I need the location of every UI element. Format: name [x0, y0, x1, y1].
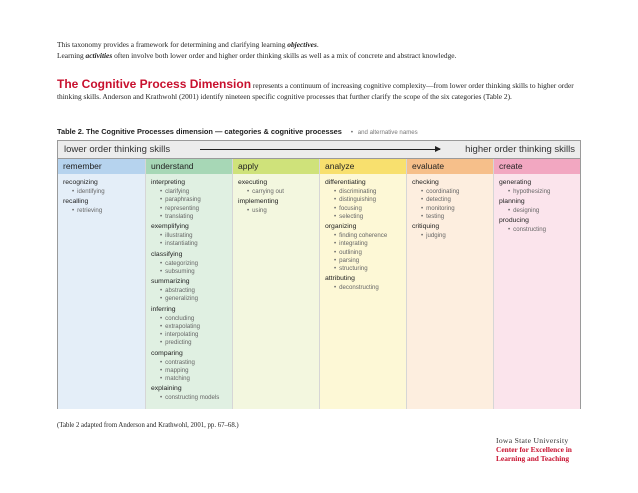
table-caption-alt: • and alternative names — [342, 129, 418, 136]
logo-center-line-1: Center for Excellence in — [496, 445, 572, 454]
cognitive-dimension-title: The Cognitive Process Dimension — [57, 77, 252, 91]
alternative-name: • carrying out — [238, 188, 317, 196]
cognitive-process: attributing — [325, 275, 355, 283]
alternative-name: • translating — [151, 213, 230, 221]
table-source-footnote: (Table 2 adapted from Anderson and Krathwohl, 2001, pp. 67–68.) — [57, 422, 239, 429]
alternative-name: • subsuming — [151, 268, 230, 276]
alternative-name: • mapping — [151, 367, 230, 375]
cognitive-process: organizing — [325, 223, 357, 231]
alternative-name: • retrieving — [63, 207, 143, 215]
alternative-name: • selecting — [325, 213, 404, 221]
alternative-name: • finding coherence — [325, 232, 404, 240]
cognitive-process: differentiating — [325, 179, 366, 186]
column-analyze — [319, 159, 406, 409]
column-header-analyze: analyze — [320, 159, 406, 174]
cognitive-dimension-text: represents a continuum of increasing cognitive complexity—from lower order thinking skills to higher order thinking skills. Anderson and Krathwohl (2001) identify nineteen specific cognitive processes that further clarify the scope of the six categories (Table 2). — [57, 81, 574, 101]
alternative-name: • constructing — [499, 226, 578, 234]
alternative-name: • representing — [151, 205, 230, 213]
cognitive-process: summarizing — [151, 278, 190, 286]
alternative-name: • designing — [499, 207, 578, 215]
column-body-create — [494, 174, 580, 235]
cognitive-process: classifying — [151, 250, 183, 258]
column-create — [493, 159, 580, 409]
intro-objectives-emphasis: objectives — [287, 40, 317, 49]
alternative-name: • structuring — [325, 265, 404, 273]
alternative-name: • concluding — [151, 315, 230, 323]
column-body-analyze — [320, 174, 406, 293]
institution-logo — [496, 436, 588, 463]
alternative-name: • constructing models — [151, 394, 230, 402]
alternative-name: • distinguishing — [325, 196, 404, 204]
cognitive-process: generating — [499, 179, 532, 186]
alternative-name: • detecting — [412, 196, 491, 204]
cognitive-process: inferring — [151, 305, 176, 313]
intro-line-2-text: often involve both lower order and higher order thinking skills as well as a mix of concrete and abstract knowledge. — [112, 51, 457, 60]
alternative-name: • judging — [412, 232, 491, 240]
table-caption — [57, 127, 418, 137]
column-body-remember — [58, 174, 145, 215]
alternative-name: • illustrating — [151, 232, 230, 240]
alternative-name: • using — [238, 207, 317, 215]
alternative-name: • instantiating — [151, 240, 230, 248]
logo-center-line-2: Learning and Teaching — [496, 454, 570, 463]
alternative-name: • interpolating — [151, 331, 230, 339]
alternative-name: • hypothesizing — [499, 188, 578, 196]
column-header-remember: remember — [58, 159, 145, 174]
alternative-name: • outlining — [325, 249, 404, 257]
higher-order-label: higher order thinking skills — [465, 144, 575, 155]
alternative-name: • testing — [412, 213, 491, 221]
cognitive-processes-table — [57, 140, 581, 409]
cognitive-process: executing — [238, 179, 268, 186]
column-body-apply — [233, 174, 319, 215]
column-header-understand: understand — [146, 159, 232, 174]
column-header-evaluate: evaluate — [407, 159, 493, 174]
cognitive-process: planning — [499, 198, 525, 206]
cognitive-dimension-paragraph — [57, 79, 587, 102]
cognitive-process: checking — [412, 179, 439, 186]
column-remember — [58, 159, 145, 409]
alternative-name: • paraphrasing — [151, 196, 230, 204]
alternative-name: • contrasting — [151, 359, 230, 367]
alternative-name: • extrapolating — [151, 323, 230, 331]
lower-order-label: lower order thinking skills — [64, 144, 171, 155]
alternative-name: • abstracting — [151, 287, 230, 295]
cognitive-process: comparing — [151, 349, 183, 357]
alternative-name: • generalizing — [151, 295, 230, 303]
intro-line-1 — [57, 39, 587, 50]
cognitive-process: recognizing — [63, 179, 98, 186]
alternative-name: • predicting — [151, 339, 230, 347]
thinking-skills-range — [58, 141, 580, 159]
cognitive-process: implementing — [238, 198, 279, 206]
alternative-name: • parsing — [325, 257, 404, 265]
intro-line-1-end: . — [316, 40, 319, 49]
column-evaluate — [406, 159, 493, 409]
column-body-understand — [146, 174, 232, 403]
alternative-name: • monitoring — [412, 205, 491, 213]
cognitive-process: critiquing — [412, 223, 440, 231]
cognitive-process: recalling — [63, 198, 89, 206]
right-arrow-icon — [200, 149, 440, 150]
cognitive-process: exemplifying — [151, 223, 189, 231]
alternative-name: • categorizing — [151, 260, 230, 268]
logo-university-name: Iowa State University — [496, 436, 569, 445]
intro-activities-emphasis: activities — [85, 51, 113, 60]
intro-line-2 — [57, 50, 587, 61]
cognitive-process: producing — [499, 217, 529, 225]
column-body-evaluate — [407, 174, 493, 240]
table-caption-title: Table 2. The Cognitive Processes dimension — categories & cognitive processes — [57, 127, 342, 136]
intro-line-2-start: Learning — [57, 51, 86, 60]
intro-line-1-text: This taxonomy provides a framework for determining and clarifying learning — [57, 40, 288, 49]
intro-paragraph — [57, 39, 587, 61]
alternative-name: • focusing — [325, 205, 404, 213]
alternative-name: • matching — [151, 375, 230, 383]
column-header-apply: apply — [233, 159, 319, 174]
alternative-name: • clarifying — [151, 188, 230, 196]
alternative-name: • coordinating — [412, 188, 491, 196]
alternative-name: • identifying — [63, 188, 143, 196]
column-header-create: create — [494, 159, 580, 174]
alternative-name: • discriminating — [325, 188, 404, 196]
alternative-name: • integrating — [325, 240, 404, 248]
column-understand — [145, 159, 232, 409]
alternative-name: • deconstructing — [325, 284, 404, 292]
cognitive-process: interpreting — [151, 179, 186, 186]
cognitive-process: explaining — [151, 385, 182, 393]
column-apply — [232, 159, 319, 409]
